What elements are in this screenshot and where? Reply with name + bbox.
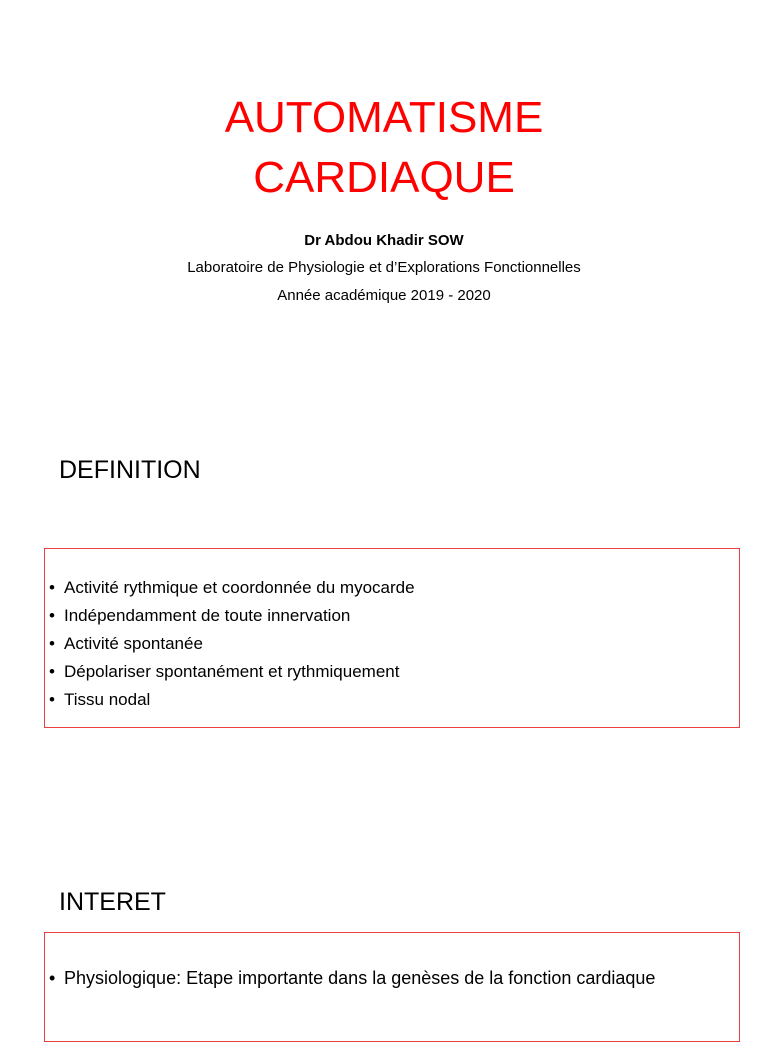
bullet-icon: • bbox=[49, 690, 55, 709]
definition-heading: DEFINITION bbox=[59, 456, 201, 484]
bullet-icon: • bbox=[49, 606, 55, 625]
title-line-1: AUTOMATISME bbox=[224, 93, 544, 142]
bullet-icon: • bbox=[49, 662, 55, 681]
list-item: • Activité spontanée bbox=[49, 630, 415, 658]
lab-name: Laboratoire de Physiologie et d’Explorations Fonctionnelles bbox=[187, 259, 581, 276]
bullet-icon: • bbox=[49, 968, 56, 988]
list-item: • Physiologique: Etape importante dans la genèses de la fonction cardiaque bbox=[49, 964, 655, 992]
list-item: • Tissu nodal bbox=[49, 686, 415, 714]
list-item: • Indépendamment de toute innervation bbox=[49, 602, 415, 630]
title-line-2: CARDIAQUE bbox=[253, 153, 515, 202]
interet-list bbox=[49, 964, 655, 992]
bullet-icon: • bbox=[49, 634, 55, 653]
author-name: Dr Abdou Khadir SOW bbox=[304, 232, 464, 249]
definition-list bbox=[49, 574, 415, 714]
interet-box bbox=[44, 932, 740, 1042]
academic-year: Année académique 2019 - 2020 bbox=[277, 287, 491, 304]
interet-heading: INTERET bbox=[59, 888, 166, 916]
bullet-icon: • bbox=[49, 578, 55, 597]
definition-box bbox=[44, 548, 740, 728]
list-item: • Dépolariser spontanément et rythmiquement bbox=[49, 658, 415, 686]
list-item: • Activité rythmique et coordonnée du myocarde bbox=[49, 574, 415, 602]
slide-title bbox=[0, 88, 768, 208]
